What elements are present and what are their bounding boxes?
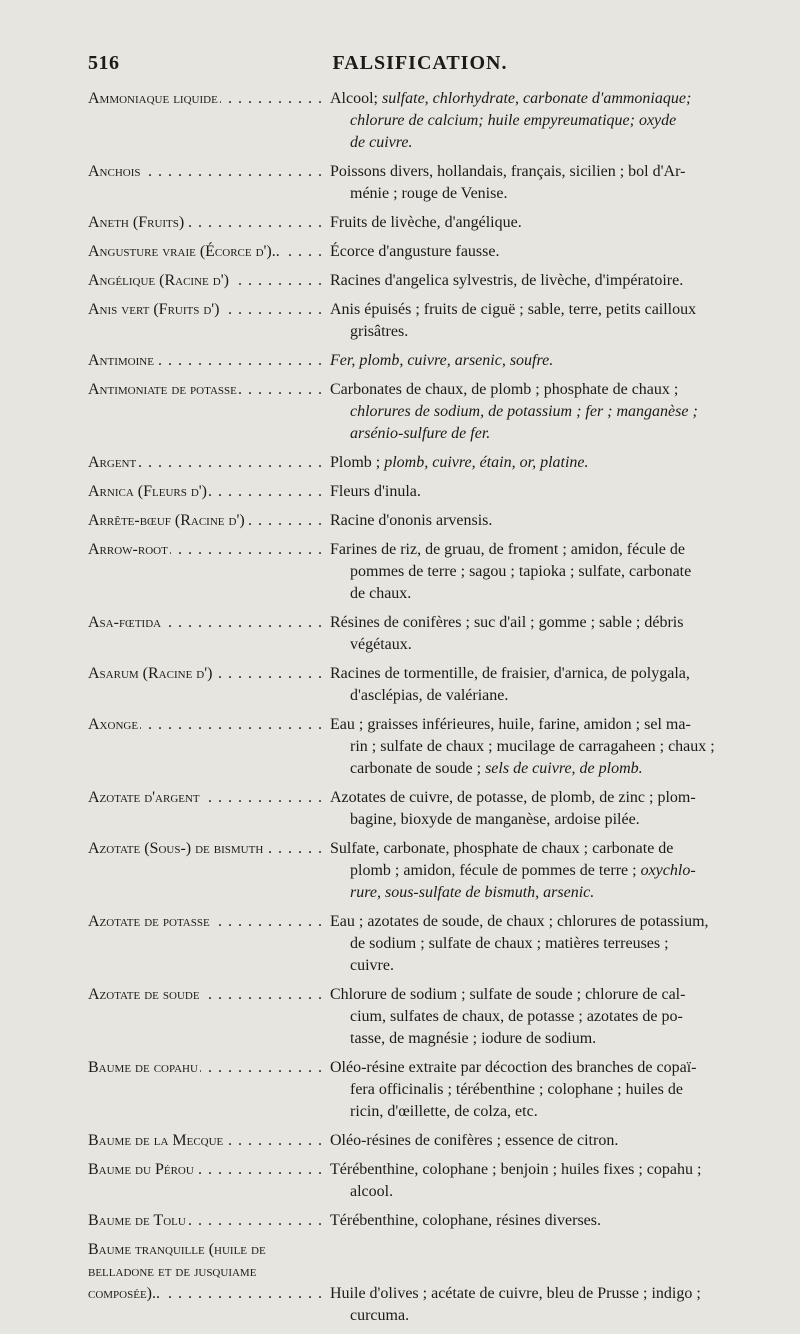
definition-line: Azotates de cuivre, de potasse, de plomb, de zinc ; plom- bbox=[330, 789, 696, 806]
entry-term bbox=[88, 612, 329, 634]
entry-term bbox=[88, 714, 329, 736]
entry-term-text: Argent bbox=[88, 454, 137, 471]
entry-term-text: Axonge bbox=[88, 716, 139, 733]
definition-line: Fruits de livèche, d'angélique. bbox=[330, 214, 522, 231]
definition-line: Sulfate, carbonate, phosphate de chaux ; carbonate de bbox=[330, 840, 674, 857]
definition-line: végétaux. bbox=[350, 636, 412, 653]
entry bbox=[88, 1057, 758, 1123]
entry-definition bbox=[329, 161, 758, 205]
entry-definition bbox=[329, 299, 758, 343]
definition-line: de chaux. bbox=[350, 585, 412, 602]
entry bbox=[88, 787, 758, 831]
entry-term-text: Baume tranquille (huile de belladone et de jusquiame composée).. bbox=[88, 1241, 266, 1302]
entry-term-text: Azotate (Sous-) de bismuth bbox=[88, 840, 264, 857]
entry-term-text: Asarum (Racine d') bbox=[88, 665, 213, 682]
definition-line: Farines de riz, de gruau, de froment ; amidon, fécule de bbox=[330, 541, 685, 558]
entry-term-text: Arnica (Fleurs d') bbox=[88, 483, 207, 500]
definition-line: chlorures de sodium, de potassium ; fer ; manganèse ; bbox=[350, 403, 698, 420]
definition-line: Eau ; graisses inférieures, huile, farine, amidon ; sel ma- bbox=[330, 716, 691, 733]
definition-line: Poissons divers, hollandais, français, sicilien ; bol d'Ar- bbox=[330, 163, 686, 180]
definition-line: Racine d'ononis arvensis. bbox=[330, 512, 493, 529]
entry-term bbox=[88, 1159, 329, 1181]
definition-line: alcool. bbox=[350, 1183, 394, 1200]
definition-line bbox=[330, 1239, 758, 1261]
entry-term bbox=[88, 911, 329, 933]
entry-term bbox=[88, 379, 329, 401]
entry-definition bbox=[329, 1130, 758, 1152]
entry-definition bbox=[329, 270, 758, 292]
definition-line: chlorure de calcium; huile empyreumatique; oxyde bbox=[350, 112, 677, 129]
entry-term bbox=[88, 212, 329, 234]
definition-line: ricin, d'œillette, de colza, etc. bbox=[350, 1103, 538, 1120]
entry bbox=[88, 350, 758, 372]
definition-line: de sodium ; sulfate de chaux ; matières terreuses ; bbox=[350, 935, 669, 952]
entry-definition bbox=[329, 241, 758, 263]
entry-term bbox=[88, 161, 329, 183]
entry-term-text: Anchois bbox=[88, 163, 141, 180]
definition-line: Anis épuisés ; fruits de ciguë ; sable, terre, petits cailloux bbox=[330, 301, 697, 318]
definition-line: Racines de tormentille, de fraisier, d'arnica, de polygala, bbox=[330, 665, 690, 682]
definition-line: d'asclépias, de valériane. bbox=[350, 687, 509, 704]
entry bbox=[88, 1239, 758, 1327]
entry-term-text: Angélique (Racine d') bbox=[88, 272, 229, 289]
entry bbox=[88, 539, 758, 605]
definition-line: Chlorure de sodium ; sulfate de soude ; chlorure de cal- bbox=[330, 986, 686, 1003]
entry bbox=[88, 88, 758, 154]
definition-line: Eau ; azotates de soude, de chaux ; chlorures de potassium, bbox=[330, 913, 709, 930]
entry-definition bbox=[329, 212, 758, 234]
entry bbox=[88, 984, 758, 1050]
entry bbox=[88, 663, 758, 707]
entry-definition bbox=[329, 88, 758, 154]
entry-term-text: Azotate de potasse bbox=[88, 913, 210, 930]
entry-definition bbox=[329, 510, 758, 532]
definition-line: Oléo-résine extraite par décoction des branches de copaï- bbox=[330, 1059, 697, 1076]
entry-term bbox=[88, 88, 329, 110]
entry-term bbox=[88, 270, 329, 292]
definition-line: fera officinalis ; térébenthine ; colophane ; huiles de bbox=[350, 1081, 683, 1098]
entry-definition bbox=[329, 350, 758, 372]
definition-line: de cuivre. bbox=[350, 134, 413, 151]
definition-line: Fer, plomb, cuivre, arsenic, soufre. bbox=[330, 352, 554, 369]
definition-line: Résines de conifères ; suc d'ail ; gomme ; sable ; débris bbox=[330, 614, 684, 631]
page-number: 516 bbox=[88, 52, 120, 74]
definition-line: tasse, de magnésie ; iodure de sodium. bbox=[350, 1030, 597, 1047]
entry-term-text: Baume de copahu bbox=[88, 1059, 198, 1076]
entry-term-text: Baume du Pérou bbox=[88, 1161, 194, 1178]
entry bbox=[88, 1159, 758, 1203]
entry-term bbox=[88, 1210, 329, 1232]
entry-term-text: Antimoine bbox=[88, 352, 154, 369]
entry-term-text: Ammoniaque liquide bbox=[88, 90, 218, 107]
entry-term bbox=[88, 1239, 329, 1305]
definition-line: Huile d'olives ; acétate de cuivre, bleu de Prusse ; indigo ; bbox=[330, 1285, 701, 1302]
entry bbox=[88, 714, 758, 780]
entry-term bbox=[88, 539, 329, 561]
definition-line: Térébenthine, colophane, résines diverses. bbox=[330, 1212, 602, 1229]
entry-term bbox=[88, 838, 329, 860]
entry-definition bbox=[329, 1210, 758, 1232]
entry-definition bbox=[329, 481, 758, 503]
definition-line: Oléo-résines de conifères ; essence de citron. bbox=[330, 1132, 619, 1149]
entry bbox=[88, 838, 758, 904]
entry-definition bbox=[329, 452, 758, 474]
entry bbox=[88, 299, 758, 343]
entry-term-text: Arrow-root bbox=[88, 541, 168, 558]
entry bbox=[88, 911, 758, 977]
entry-term-text: Azotate d'argent bbox=[88, 789, 200, 806]
definition-line: curcuma. bbox=[350, 1307, 410, 1324]
entry-definition bbox=[329, 984, 758, 1050]
definition-line: Plomb ; plomb, cuivre, étain, or, platine. bbox=[330, 454, 589, 471]
definition-line bbox=[330, 1261, 758, 1283]
entry-term bbox=[88, 299, 329, 321]
definition-line: Écorce d'angusture fausse. bbox=[330, 243, 500, 260]
entry-term-text: Antimoniate de potasse bbox=[88, 381, 237, 398]
entry-term bbox=[88, 481, 329, 503]
entry-term-text: Asa-fœtida bbox=[88, 614, 162, 631]
entry-term bbox=[88, 663, 329, 685]
entry-definition bbox=[329, 663, 758, 707]
entry-definition bbox=[329, 838, 758, 904]
entry-term bbox=[88, 241, 329, 263]
entry-definition bbox=[329, 1239, 758, 1327]
entry bbox=[88, 452, 758, 474]
entry-term bbox=[88, 984, 329, 1006]
definition-line: ménie ; rouge de Venise. bbox=[350, 185, 508, 202]
definition-line: grisâtres. bbox=[350, 323, 409, 340]
definition-line: rin ; sulfate de chaux ; mucilage de carragaheen ; chaux ; bbox=[350, 738, 715, 755]
entry bbox=[88, 612, 758, 656]
entry-definition bbox=[329, 379, 758, 445]
entry-term-text: Arrête-bœuf (Racine d') bbox=[88, 512, 245, 529]
entry-term-text: Azotate de soude bbox=[88, 986, 200, 1003]
entry-definition bbox=[329, 612, 758, 656]
entry-term-text: Baume de Tolu bbox=[88, 1212, 186, 1229]
definition-line: Alcool; sulfate, chlorhydrate, carbonate d'ammoniaque; bbox=[330, 90, 692, 107]
definition-line: Térébenthine, colophane ; benjoin ; huiles fixes ; copahu ; bbox=[330, 1161, 702, 1178]
entry-term-text: Baume de la Mecque bbox=[88, 1132, 224, 1149]
entry bbox=[88, 161, 758, 205]
entry bbox=[88, 270, 758, 292]
entry bbox=[88, 510, 758, 532]
definition-line: Racines d'angelica sylvestris, de livèche, d'impératoire. bbox=[330, 272, 684, 289]
entry bbox=[88, 379, 758, 445]
entry bbox=[88, 481, 758, 503]
entry bbox=[88, 1210, 758, 1232]
entry-term-text: Angusture vraie (Écorce d').. bbox=[88, 243, 280, 260]
entry-definition bbox=[329, 1159, 758, 1203]
entry-list bbox=[88, 88, 758, 1334]
definition-line: rure, sous-sulfate de bismuth, arsenic. bbox=[350, 884, 595, 901]
entry-definition bbox=[329, 714, 758, 780]
entry-term-text: Aneth (Fruits) bbox=[88, 214, 185, 231]
definition-line: arsénio-sulfure de fer. bbox=[350, 425, 491, 442]
entry-term bbox=[88, 787, 329, 809]
running-title: FALSIFICATION. bbox=[332, 52, 508, 74]
entry bbox=[88, 241, 758, 263]
entry-definition bbox=[329, 1057, 758, 1123]
entry-term bbox=[88, 1057, 329, 1079]
entry-definition bbox=[329, 539, 758, 605]
entry-term bbox=[88, 350, 329, 372]
entry-definition bbox=[329, 911, 758, 977]
entry-term bbox=[88, 452, 329, 474]
entry-term bbox=[88, 510, 329, 532]
definition-line: Fleurs d'inula. bbox=[330, 483, 421, 500]
entry-definition bbox=[329, 787, 758, 831]
entry-term bbox=[88, 1130, 329, 1152]
definition-line: carbonate de soude ; sels de cuivre, de plomb. bbox=[350, 760, 643, 777]
entry bbox=[88, 1130, 758, 1152]
entry bbox=[88, 212, 758, 234]
definition-line: bagine, bioxyde de manganèse, ardoise pilée. bbox=[350, 811, 640, 828]
definition-line: Carbonates de chaux, de plomb ; phosphate de chaux ; bbox=[330, 381, 679, 398]
definition-line: cuivre. bbox=[350, 957, 394, 974]
page-header bbox=[88, 52, 752, 82]
definition-line: cium, sulfates de chaux, de potasse ; azotates de po- bbox=[350, 1008, 683, 1025]
entry-term-text: Anis vert (Fruits d') bbox=[88, 301, 220, 318]
definition-line: plomb ; amidon, fécule de pommes de terre ; oxychlo- bbox=[350, 862, 696, 879]
definition-line: pommes de terre ; sagou ; tapioka ; sulfate, carbonate bbox=[350, 563, 692, 580]
